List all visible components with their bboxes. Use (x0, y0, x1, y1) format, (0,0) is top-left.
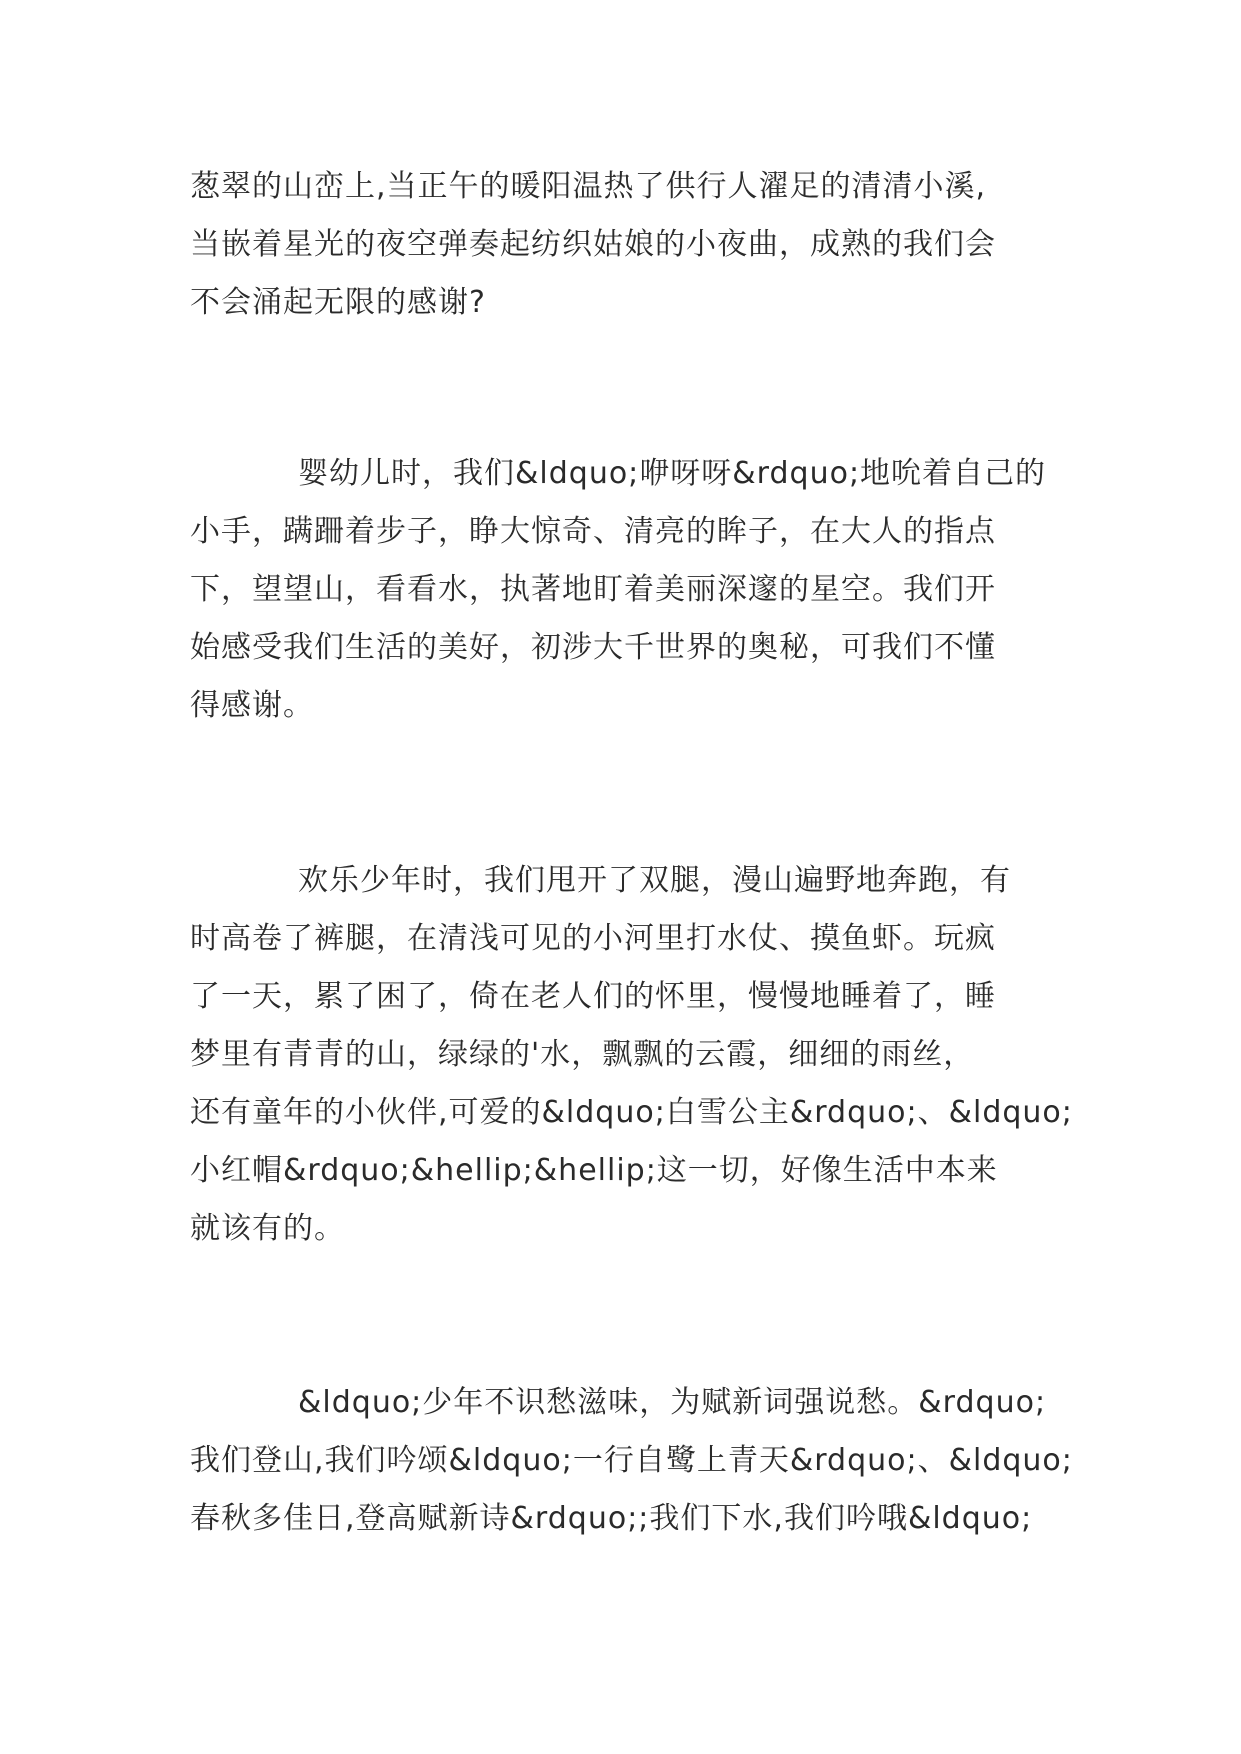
text-line: 还有童年的小伙伴,可爱的&ldquo;白雪公主&rdquo;、&ldquo; (190, 1095, 1073, 1130)
text-line: 就该有的。 (190, 1211, 345, 1246)
text-line: 得感谢。 (190, 688, 314, 723)
text-line: 我们登山,我们吟颂&ldquo;一行自鹭上青天&rdquo;、&ldquo; (190, 1443, 1073, 1478)
text-line: 下，望望山，看看水，执著地盯着美丽深邃的星空。我们开 (190, 572, 996, 607)
paragraph-2 (190, 445, 1090, 735)
paragraph-1 (190, 158, 1090, 332)
paragraph-3 (190, 852, 1090, 1258)
text-line: 小红帽&rdquo;&hellip;&hellip;这一切，好像生活中本来 (190, 1153, 998, 1188)
text-line: &ldquo;少年不识愁滋味，为赋新词强说愁。&rdquo; (298, 1385, 1047, 1420)
text-line: 当嵌着星光的夜空弹奏起纺织姑娘的小夜曲，成熟的我们会 (190, 227, 996, 262)
text-line: 小手，蹒跚着步子，睁大惊奇、清亮的眸子，在大人的指点 (190, 514, 996, 549)
text-line: 始感受我们生活的美好，初涉大千世界的奥秘，可我们不懂 (190, 630, 996, 665)
text-line: 婴幼儿时，我们&ldquo;咿呀呀&rdquo;地吮着自己的 (298, 456, 1047, 491)
text-line: 了一天，累了困了，倚在老人们的怀里，慢慢地睡着了，睡 (190, 979, 996, 1014)
text-line: 不会涌起无限的感谢? (190, 285, 486, 320)
text-line: 欢乐少年时，我们甩开了双腿，漫山遍野地奔跑，有 (298, 863, 1011, 898)
paragraph-4 (190, 1374, 1090, 1548)
text-line: 梦里有青青的山，绿绿的'水，飘飘的云霞，细细的雨丝， (190, 1037, 975, 1072)
text-line: 时高卷了裤腿，在清浅可见的小河里打水仗、摸鱼虾。玩疯 (190, 921, 996, 956)
text-line: 春秋多佳日,登高赋新诗&rdquo;;我们下水,我们吟哦&ldquo; (190, 1501, 1033, 1536)
text-line: 葱翠的山峦上,当正午的暖阳温热了供行人濯足的清清小溪, (190, 169, 987, 204)
